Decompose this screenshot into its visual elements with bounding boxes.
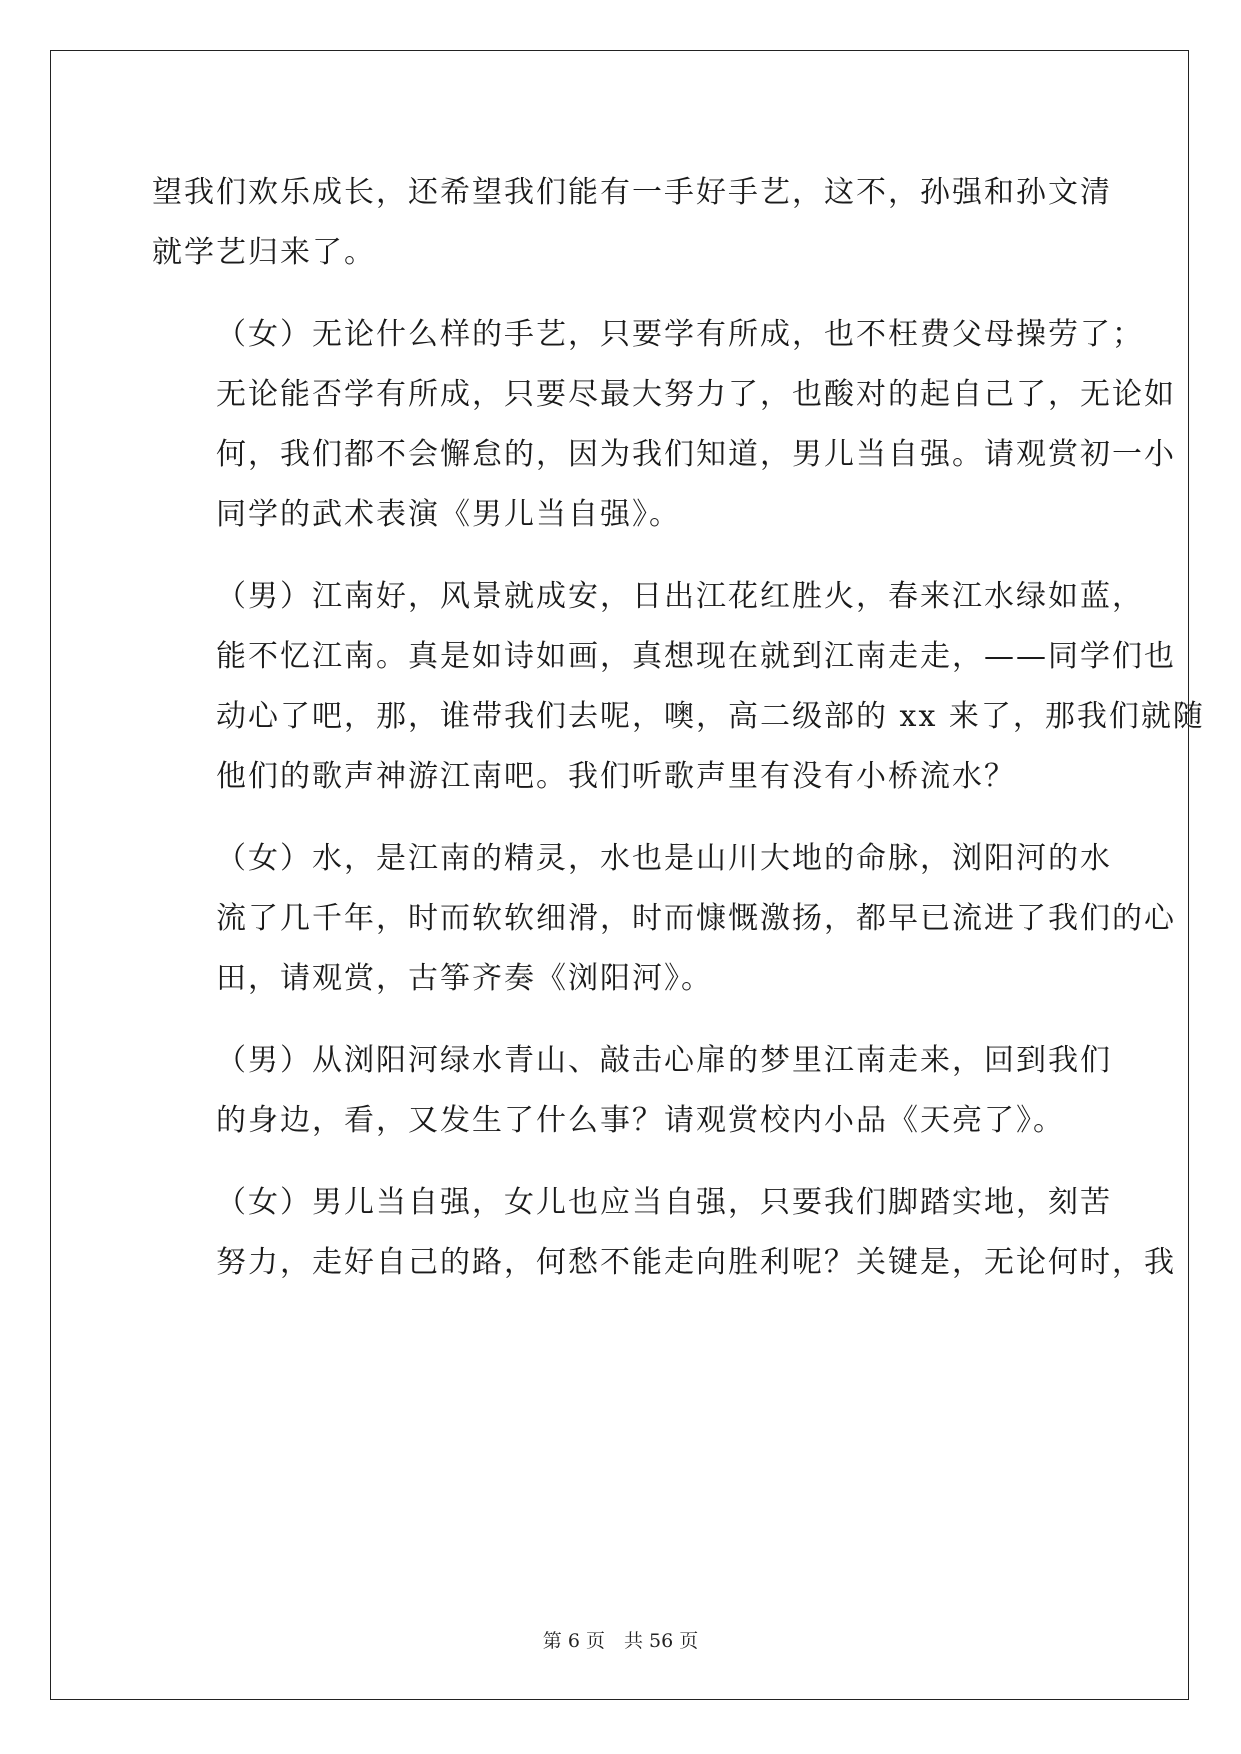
text-line: 动心了吧，那，谁带我们去呢，噢，高二级部的 xx 来了，那我们就随 (216, 699, 1205, 734)
text-line: （男）江南好，风景就成安，日出江花红胜火，春来江水绿如蓝， (216, 579, 1144, 614)
text-line: 流了几千年，时而软软细滑，时而慷慨激扬，都早已流进了我们的心 (216, 901, 1176, 936)
text-line: 他们的歌声神游江南吧。我们听歌声里有没有小桥流水？ (216, 759, 1016, 794)
text-line: 望我们欢乐成长，还希望我们能有一手好手艺，这不，孙强和孙文清 (152, 175, 1112, 210)
document-body (152, 163, 1205, 1315)
paragraph-2 (152, 305, 1176, 545)
text-line: 无论能否学有所成，只要尽最大努力了，也酸对的起自己了，无论如 (216, 377, 1176, 412)
text-line: 能不忆江南。真是如诗如画，真想现在就到江南走走，——同学们也 (216, 639, 1176, 674)
text-line: 就学艺归来了。 (152, 235, 376, 270)
page-number-footer: 第 6 页 共 56 页 (542, 1630, 699, 1652)
text-line: 同学的武术表演《男儿当自强》。 (216, 497, 681, 532)
text-line: 努力，走好自己的路，何愁不能走向胜利呢？关键是，无论何时，我 (216, 1245, 1176, 1280)
text-line: 的身边，看，又发生了什么事？请观赏校内小品《天亮了》。 (216, 1103, 1065, 1138)
text-line: （女）无论什么样的手艺，只要学有所成，也不枉费父母操劳了； (216, 317, 1144, 352)
text-line: （女）水，是江南的精灵，水也是山川大地的命脉，浏阳河的水 (216, 841, 1112, 876)
paragraph-6 (152, 1173, 1176, 1293)
paragraph-3 (152, 567, 1205, 807)
paragraph-5 (152, 1031, 1112, 1151)
text-line: （女）男儿当自强，女儿也应当自强，只要我们脚踏实地，刻苦 (216, 1185, 1112, 1220)
paragraph-4 (152, 829, 1176, 1009)
text-line: （男）从浏阳河绿水青山、敲击心扉的梦里江南走来，回到我们 (216, 1043, 1112, 1078)
paragraph-1 (152, 163, 1112, 283)
text-line: 田，请观赏，古筝齐奏《浏阳河》。 (216, 961, 713, 996)
text-line: 何，我们都不会懈怠的，因为我们知道，男儿当自强。请观赏初一小 (216, 437, 1176, 472)
